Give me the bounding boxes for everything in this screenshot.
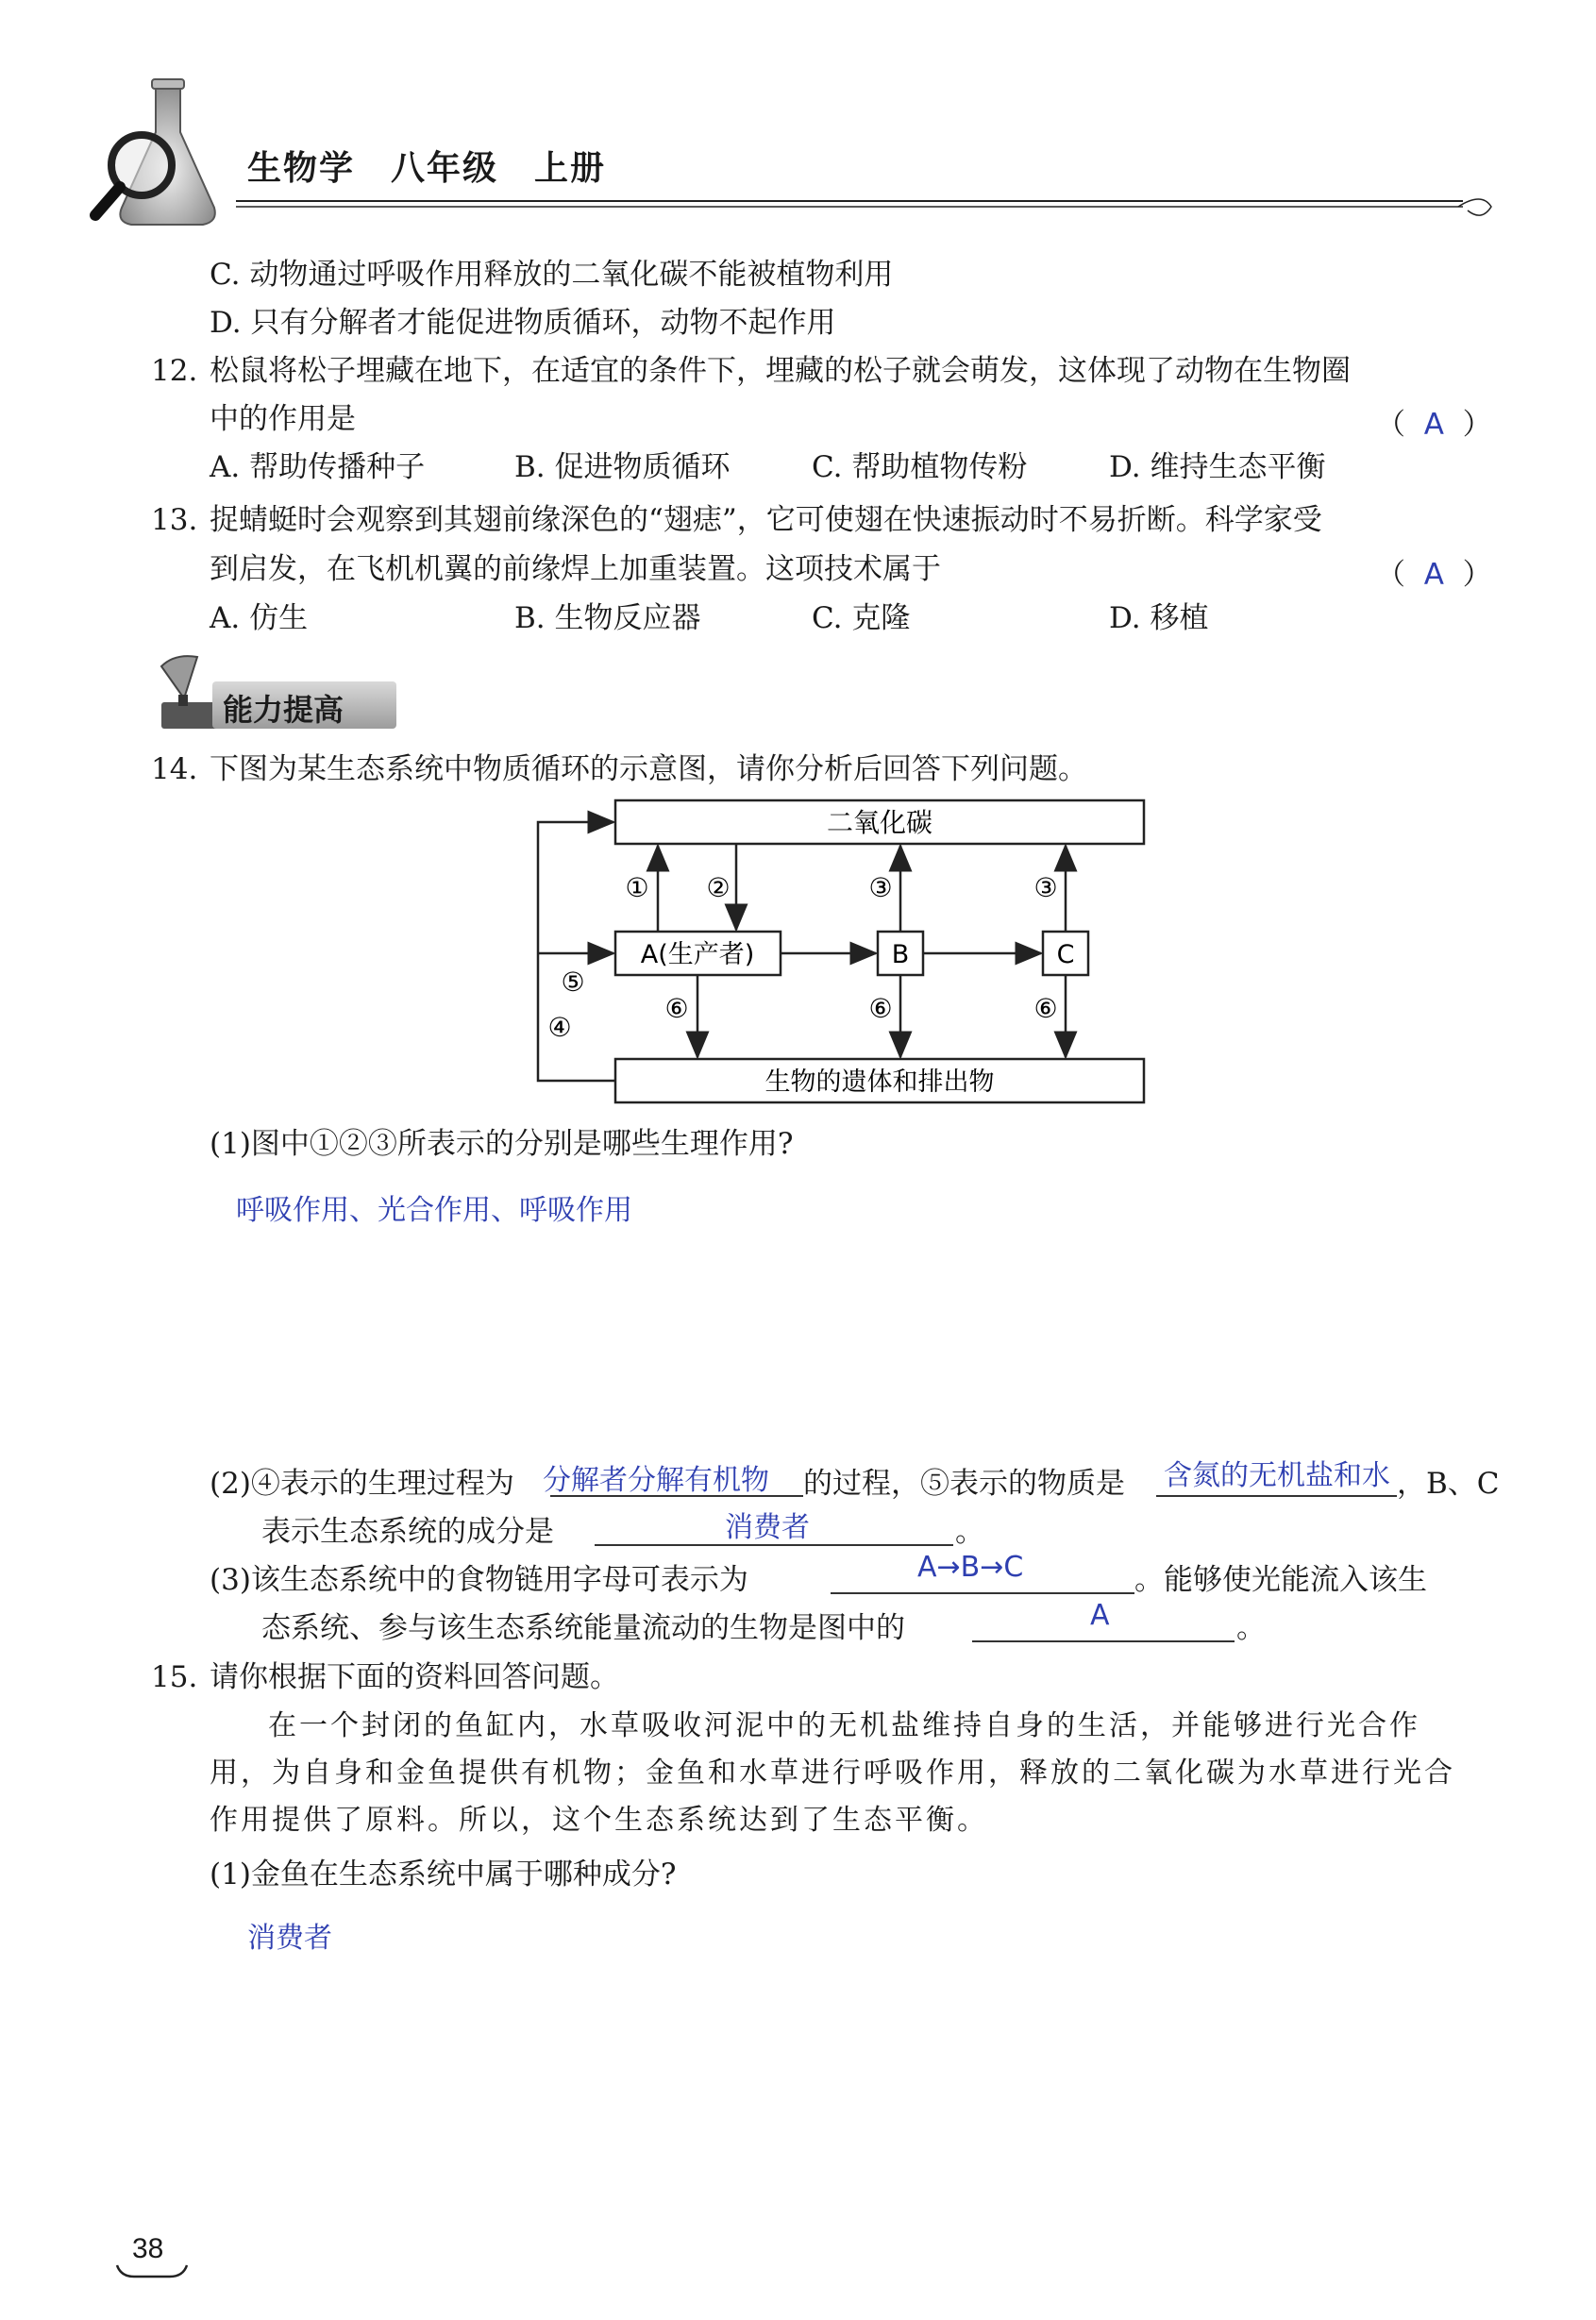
q14-sub3-text-b: 。能够使光能流入该生 bbox=[1134, 1563, 1427, 1597]
q14-sub3-text-a: (3)该生态系统中的食物链用字母可表示为 bbox=[210, 1563, 748, 1597]
q12-option-a: A. 帮助传播种子 bbox=[210, 450, 426, 484]
co2-box-label: 二氧化碳 bbox=[826, 807, 933, 838]
q13-option-d: D. 移植 bbox=[1109, 601, 1209, 635]
label-1: ① bbox=[625, 872, 649, 903]
q13-answer-paren: （ A ） bbox=[1376, 558, 1492, 592]
q13-stem-line2: 到启发，在飞机机翼的前缘焊上加重装置。这项技术属于 bbox=[210, 552, 941, 586]
q12-option-c: C. 帮助植物传粉 bbox=[812, 450, 1028, 484]
q14-sub3-blank-b bbox=[972, 1640, 1235, 1642]
page-number-ornament bbox=[115, 2263, 189, 2278]
q12-stem-line2: 中的作用是 bbox=[210, 402, 356, 436]
q13-option-a: A. 仿生 bbox=[210, 601, 309, 635]
node-b-label: B bbox=[891, 940, 910, 969]
label-4: ④ bbox=[547, 1012, 572, 1043]
q14-sub3-text-d: 。 bbox=[1236, 1611, 1266, 1645]
q13-number: 13. bbox=[151, 503, 198, 537]
label-6-a: ⑥ bbox=[664, 993, 689, 1024]
q14-number: 14. bbox=[151, 752, 198, 786]
q13-option-b: B. 生物反应器 bbox=[514, 601, 701, 635]
header-title: 生物学 八年级 上册 bbox=[247, 149, 607, 188]
q15-number: 15. bbox=[151, 1660, 198, 1694]
q14-sub2-text-a: (2)④表示的生理过程为 bbox=[210, 1467, 514, 1501]
q14-sub2-text-c: ，B、C bbox=[1397, 1467, 1500, 1501]
q14-sub1-question: (1)图中①②③所表示的分别是哪些生理作用? bbox=[210, 1127, 794, 1161]
q12-answer: A bbox=[1423, 408, 1444, 442]
section-label: 能力提高 bbox=[223, 692, 344, 728]
node-a-label: A(生产者) bbox=[640, 940, 755, 969]
node-c-label: C bbox=[1056, 940, 1075, 969]
q14-sub2-answer-b: 含氮的无机盐和水 bbox=[1164, 1459, 1390, 1492]
label-3-c: ③ bbox=[1033, 872, 1058, 903]
q14-sub2-text-e: 。 bbox=[955, 1515, 984, 1549]
q14-sub3-text-c: 态系统、参与该生态系统能量流动的生物是图中的 bbox=[261, 1611, 905, 1645]
q13-option-c: C. 克隆 bbox=[812, 601, 911, 635]
q14-sub2-answer-c: 消费者 bbox=[725, 1511, 810, 1544]
q15-passage: 在一个封闭的鱼缸内，水草吸收河泥中的无机盐维持自身的生活，并能够进行光合作用，为自身和金鱼提供有机物；金鱼和水草进行呼吸作用，释放的二氧化碳为水草进行光合作用提供了原料。所以，这个生态系统达到了生态平衡。 bbox=[210, 1709, 1455, 1837]
q13-stem-line1: 捉蜻蜓时会观察到其翅前缘深色的“翅痣”，它可使翅在快速振动时不易折断。科学家受 bbox=[210, 503, 1322, 537]
q12-number: 12. bbox=[151, 354, 198, 388]
q13-answer: A bbox=[1423, 558, 1444, 592]
q12-stem-line1: 松鼠将松子埋藏在地下，在适宜的条件下，埋藏的松子就会萌发，这体现了动物在生物圈 bbox=[210, 354, 1351, 388]
label-6-c: ⑥ bbox=[1033, 993, 1058, 1024]
cycle-diagram bbox=[524, 793, 1156, 1114]
remains-box-label: 生物的遗体和排出物 bbox=[764, 1068, 995, 1097]
q14-sub2-text-b: 的过程，⑤表示的物质是 bbox=[803, 1467, 1125, 1501]
q12-answer-paren: （ A ） bbox=[1376, 408, 1492, 442]
q11-option-d: D. 只有分解者才能促进物质循环，动物不起作用 bbox=[210, 306, 836, 340]
q14-sub3-blank-a bbox=[831, 1592, 1134, 1594]
label-3-b: ③ bbox=[868, 872, 893, 903]
label-2: ② bbox=[706, 872, 731, 903]
q14-sub2-answer-a: 分解者分解有机物 bbox=[543, 1464, 769, 1497]
q12-option-d: D. 维持生态平衡 bbox=[1109, 450, 1326, 484]
q14-sub2-blank-b bbox=[1156, 1495, 1397, 1497]
q12-option-b: B. 促进物质循环 bbox=[514, 450, 731, 484]
page-number: 38 bbox=[132, 2233, 164, 2264]
q14-sub2-text-d: 表示生态系统的成分是 bbox=[261, 1515, 554, 1549]
q11-option-c: C. 动物通过呼吸作用释放的二氧化碳不能被植物利用 bbox=[210, 258, 894, 292]
header-rule bbox=[236, 193, 1501, 222]
q14-sub3-answer-b: A bbox=[1090, 1599, 1110, 1632]
q14-sub3-answer-a: A→B→C bbox=[917, 1551, 1024, 1584]
header-logo-icon bbox=[90, 76, 231, 236]
q14-stem: 下图为某生态系统中物质循环的示意图，请你分析后回答下列问题。 bbox=[210, 752, 1087, 786]
q15-sub1-answer: 消费者 bbox=[247, 1922, 332, 1955]
q15-stem: 请你根据下面的资料回答问题。 bbox=[210, 1660, 619, 1694]
q14-sub1-answer: 呼吸作用、光合作用、呼吸作用 bbox=[236, 1194, 632, 1227]
label-5: ⑤ bbox=[561, 967, 585, 998]
q15-sub1-question: (1)金鱼在生态系统中属于哪种成分? bbox=[210, 1858, 677, 1891]
label-6-b: ⑥ bbox=[868, 993, 893, 1024]
